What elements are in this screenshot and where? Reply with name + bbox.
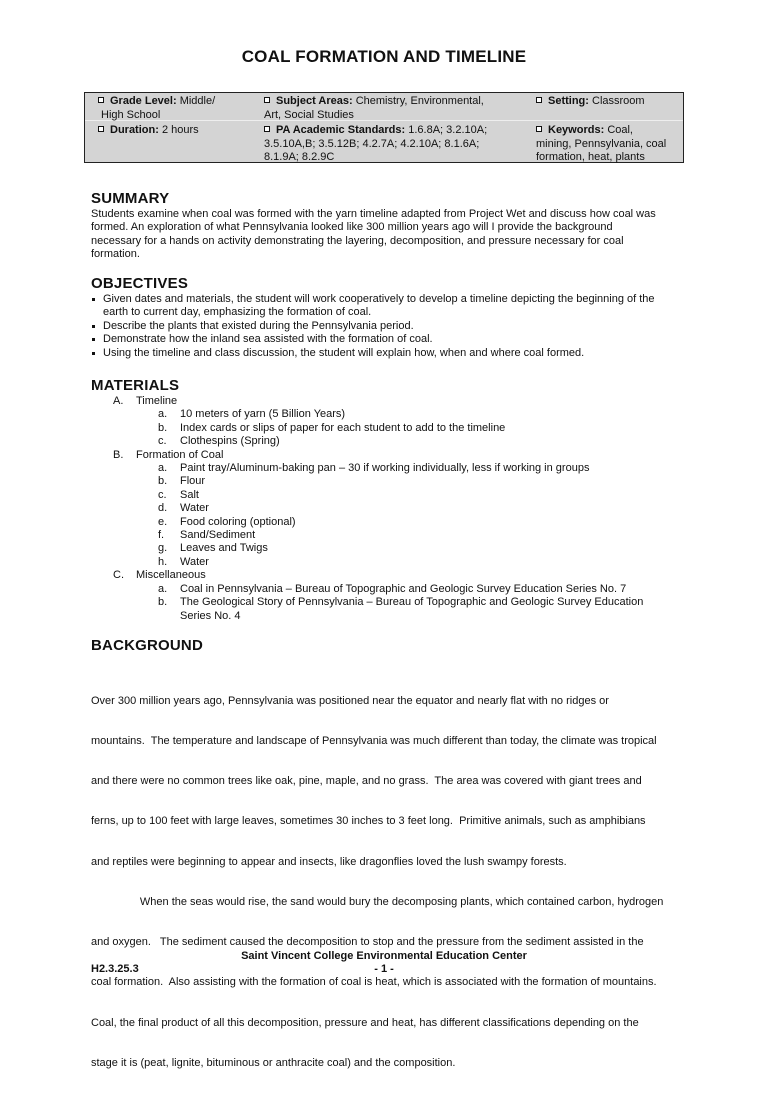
background-line: When the seas would rise, the sand would bury the decomposing plants, which contained carbon, hydrogen <box>91 895 664 908</box>
summary-line: Students examine when coal was formed with the yarn timeline adapted from Project Wet and discuss how coal was <box>91 208 656 220</box>
grade-level-value: Middle/ <box>179 95 216 107</box>
bullet-square-icon <box>92 338 95 341</box>
checkbox-bullet-icon <box>98 97 104 103</box>
materials-list <box>91 395 676 623</box>
materials-heading: MATERIALS <box>91 377 180 394</box>
background-heading: BACKGROUND <box>91 637 203 654</box>
grade-level-cell <box>89 95 239 122</box>
setting-cell <box>527 95 679 109</box>
document-title: COAL FORMATION AND TIMELINE <box>241 47 527 66</box>
lesson-info-box <box>84 92 684 163</box>
checkbox-bullet-icon <box>264 126 270 132</box>
setting-label: Setting: <box>548 95 589 107</box>
pa-standards-value-cont: 3.5.10A,B; 3.5.12B; 4.2.7A; 4.2.10A; 8.1.6A; <box>264 137 480 150</box>
material-item: b. Flour <box>158 475 206 488</box>
material-item: f. Sand/Sediment <box>158 529 256 542</box>
keywords-cell <box>527 124 679 165</box>
background-line: Coal, the final product of all this decomposition, pressure and heat, has different classifications depending on the <box>91 1016 639 1029</box>
pa-standards-cell <box>255 124 510 165</box>
background-line: Over 300 million years ago, Pennsylvania was positioned near the equator and nearly flat with no ridges or <box>91 694 609 707</box>
background-line: and there were no common trees like oak, pine, maple, and no grass. The area was covered with giant trees and <box>91 775 642 788</box>
material-item: a. Coal in Pennsylvania – Bureau of Topographic and Geologic Survey Education Series No. 7 <box>158 582 627 595</box>
objective-item: Describe the plants that existed during the Pennsylvania period. <box>91 320 676 333</box>
summary-heading: SUMMARY <box>91 190 170 207</box>
objectives-heading: OBJECTIVES <box>91 275 189 292</box>
material-item: b. The Geological Story of Pennsylvania – Bureau of Topographic and Geologic Survey Education <box>158 596 644 609</box>
background-line: coal formation. Also assisting with the formation of coal is heat, which is associated with the formation of mountains. <box>91 976 657 989</box>
material-item: e. Food coloring (optional) <box>158 515 296 528</box>
background-line: ferns, up to 100 feet with large leaves, sometimes 30 inches to 3 feet long. Primitive animals, such as amphibians <box>91 815 646 828</box>
duration-label: Duration: <box>110 124 159 136</box>
background-line: and reptiles were beginning to appear and insects, like dragonflies loved the lush swampy forests. <box>91 855 567 868</box>
duration-value: 2 hours <box>161 124 199 136</box>
material-item: b. Index cards or slips of paper for each student to add to the timeline <box>158 421 506 434</box>
checkbox-bullet-icon <box>536 97 542 103</box>
subject-areas-value: Chemistry, Environmental, <box>355 95 484 107</box>
background-line: and oxygen. The sediment caused the decomposition to stop and the pressure from the sediment assisted in the <box>91 936 644 949</box>
keywords-label: Keywords: <box>548 124 605 136</box>
footer-page-number: - 1 - <box>374 963 394 975</box>
checkbox-bullet-icon <box>264 97 270 103</box>
objective-item: Given dates and materials, the student will work cooperatively to develop a timeline depicting the beginning of the earth to current day, emphasizing the formation of coal. <box>91 293 676 320</box>
material-item-cont: Series No. 4 <box>180 609 241 622</box>
grade-level-label: Grade Level: <box>110 95 177 107</box>
objective-item: Using the timeline and class discussion, the student will explain how, when and where coal formed. <box>91 347 676 360</box>
material-item: d. Water <box>158 502 209 515</box>
checkbox-bullet-icon <box>98 126 104 132</box>
footer-organization: Saint Vincent College Environmental Education Center <box>241 950 527 962</box>
materials-group-c: C. Miscellaneous <box>113 569 206 582</box>
pa-standards-label: PA Academic Standards: <box>276 124 406 136</box>
materials-group-b: B. Formation of Coal <box>113 448 224 461</box>
objective-item-cont: earth to current day, emphasizing the formation of coal. <box>103 306 372 319</box>
summary-line: necessary for a hands on activity demonstrating the layering, decomposition, and pressure necessary for coal <box>91 234 624 247</box>
summary-line: formed. An exploration of what Pennsylvania looked like 300 million years ago will I provide the background <box>91 221 613 234</box>
duration-cell <box>89 124 239 138</box>
pa-standards-value-cont: 8.1.9A; 8.2.9C <box>264 151 335 163</box>
background-text <box>91 668 676 1097</box>
objective-item: Demonstrate how the inland sea assisted with the formation of coal. <box>91 333 676 346</box>
bullet-square-icon <box>92 325 95 328</box>
subject-areas-cell <box>255 95 510 122</box>
grade-level-value-cont: High School <box>101 108 161 121</box>
background-line: mountains. The temperature and landscape of Pennsylvania was much different than today, the climate was tropical <box>91 735 657 748</box>
summary-text <box>91 208 676 262</box>
setting-value: Classroom <box>592 95 645 107</box>
bullet-square-icon <box>92 352 95 355</box>
pa-standards-value: 1.6.8A; 3.2.10A; <box>408 124 488 136</box>
material-item: c. Clothespins (Spring) <box>158 435 280 448</box>
keywords-value-cont: mining, Pennsylvania, coal <box>536 137 667 150</box>
material-item: a. 10 meters of yarn (5 Billion Years) <box>158 408 346 421</box>
materials-group-a: A. Timeline <box>113 395 178 407</box>
footer-document-code: H2.3.25.3 <box>91 963 139 975</box>
subject-areas-value-cont: Art, Social Studies <box>264 108 354 121</box>
checkbox-bullet-icon <box>536 126 542 132</box>
material-item: a. Paint tray/Aluminum-baking pan – 30 if working individually, less if working in groups <box>158 462 590 475</box>
keywords-value-cont: formation, heat, plants <box>536 151 645 163</box>
subject-areas-label: Subject Areas: <box>276 95 353 107</box>
keywords-value: Coal, <box>607 124 633 136</box>
material-item: c. Salt <box>158 488 199 501</box>
summary-line: formation. <box>91 248 140 261</box>
material-item: g. Leaves and Twigs <box>158 542 268 555</box>
objectives-list <box>91 293 676 360</box>
bullet-square-icon <box>92 298 95 301</box>
background-line: stage it is (peat, lignite, bituminous or anthracite coal) and the composition. <box>91 1056 456 1069</box>
material-item: h. Water <box>158 555 209 568</box>
